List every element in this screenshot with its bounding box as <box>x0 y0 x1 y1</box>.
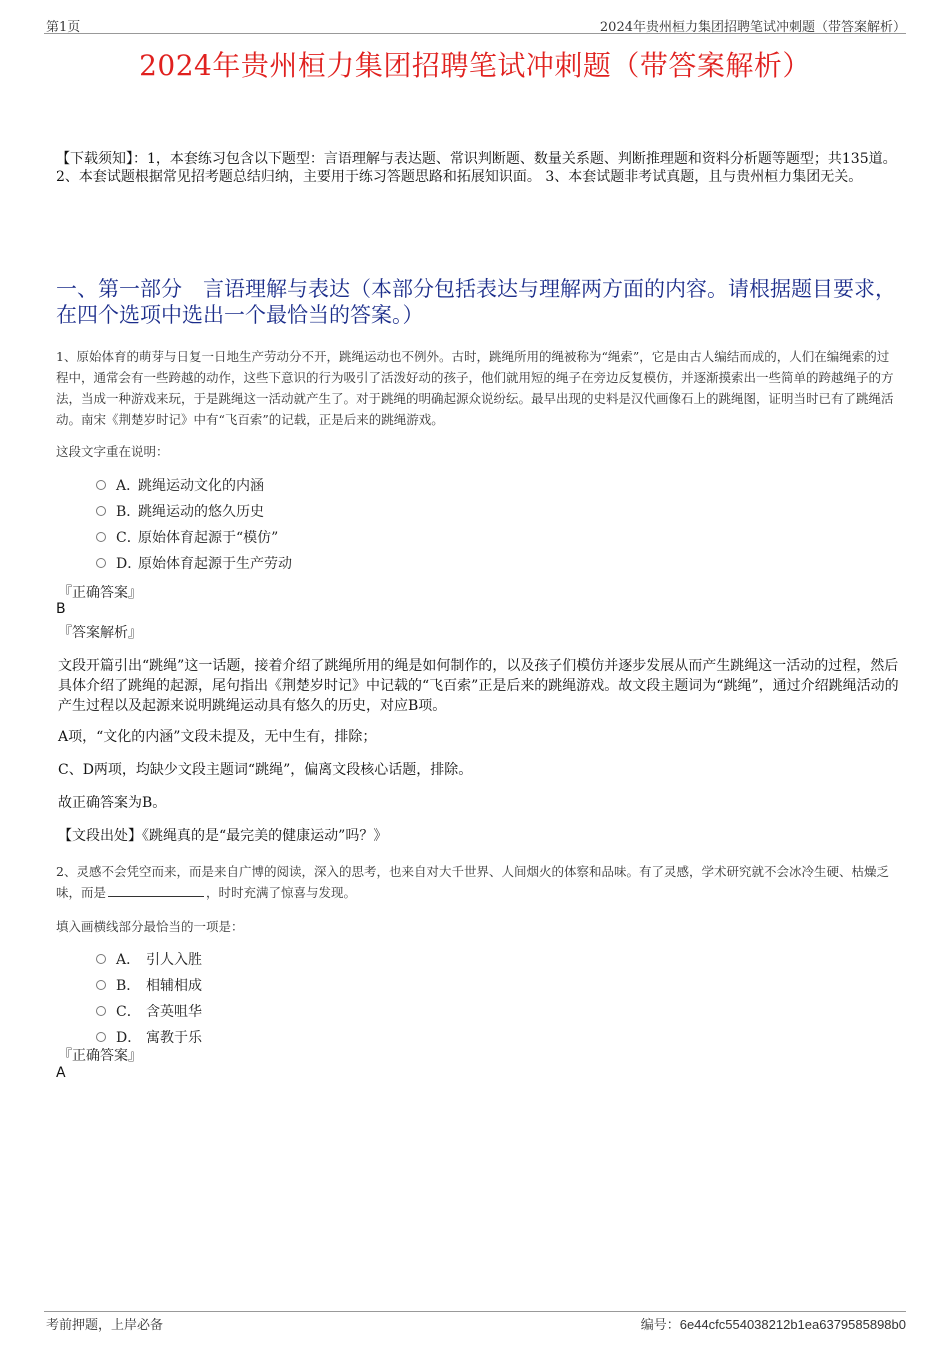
option-letter: B． <box>116 504 141 520</box>
question-1-source: 【文段出处】《跳绳真的是“最完美的健康运动”吗？》 <box>58 828 388 844</box>
question-1-option-a[interactable] <box>96 474 264 498</box>
question-2-text <box>56 861 898 903</box>
question-1-answer: B <box>56 601 66 617</box>
download-notice: 【下载须知】：1，本套练习包含以下题型：言语理解与表达题、常识判断题、数量关系题、判断推理题和资料分析题等题型；共135道。 2、本套试题根据常见招考题总结归纳，主要用于练习答题思路和拓展知识面。 3、本套试题非考试真题，且与贵州桓力集团无关。 <box>56 151 897 185</box>
option-letter: D． <box>116 1030 142 1046</box>
option-text: 跳绳运动的悠久历史 <box>138 504 264 520</box>
section-heading: 一、第一部分 言语理解与表达（本部分包括表达与理解两方面的内容。请根据题目要求，在四个选项中选出一个最恰当的答案。） <box>56 277 896 327</box>
document-title: 2024年贵州桓力集团招聘笔试冲刺题（带答案解析） <box>139 49 811 82</box>
option-text: 寓教于乐 <box>146 1030 202 1046</box>
page-number: 第1页 <box>46 20 81 35</box>
question-2-prompt: 填入画横线部分最恰当的一项是： <box>56 919 244 934</box>
option-letter: A． <box>116 478 141 494</box>
option-letter: C． <box>116 530 141 546</box>
option-letter: A． <box>116 952 141 968</box>
option-text: 含英咀华 <box>146 1004 202 1020</box>
question-2-option-b[interactable] <box>96 974 202 998</box>
option-letter: C． <box>116 1004 141 1020</box>
question-2-answer-label: 『正确答案』 <box>58 1048 142 1064</box>
question-1-answer-label: 『正确答案』 <box>58 585 142 601</box>
question-2-text-after: ，时时充满了惊喜与发现。 <box>206 885 357 900</box>
option-text: 相辅相成 <box>146 978 202 994</box>
question-1-prompt: 这段文字重在说明： <box>56 444 169 459</box>
option-text: 原始体育起源于“模仿” <box>138 530 279 546</box>
footer-divider <box>44 1311 906 1312</box>
question-1-option-b[interactable] <box>96 500 264 524</box>
question-1-text: 1、原始体育的萌芽与日复一日地生产劳动分不开，跳绳运动也不例外。古时，跳绳所用的绳被称为“绳索”，它是由古人编结而成的，人们在编绳索的过程中，通常会有一些跨越的动作，这些下意识的行为吸引了活泼好动的孩子，他们就用短的绳子在旁边反复模仿，并逐渐摸索出一些简单的跨越绳子的方法，当成一种游戏来玩，于是跳绳这一活动就产生了。对于跳绳的明确起源众说纷纭。最早出现的史料是汉代画像石上的跳绳图，证明当时已有了跳绳活动。南宋《荆楚岁时记》中有“飞百索”的记载，正是后来的跳绳游戏。 <box>56 349 894 427</box>
question-1-analysis-label: 『答案解析』 <box>58 625 142 641</box>
question-2-text-before: 2、灵感不会凭空而来，而是来自广博的阅读，深入的思考，也来自对大千世界、人间烟火的体察和品味。有了灵感，学术研究就不会冰冷生硬、枯燥乏味，而是 <box>56 864 889 900</box>
footer-serial <box>641 1314 906 1333</box>
radio-icon[interactable] <box>96 1006 106 1016</box>
radio-icon[interactable] <box>96 532 106 542</box>
option-letter: D． <box>116 556 142 572</box>
question-2-option-a[interactable] <box>96 948 202 972</box>
question-2-option-c[interactable] <box>96 1000 202 1024</box>
radio-icon[interactable] <box>96 558 106 568</box>
option-text: 跳绳运动文化的内涵 <box>138 478 264 494</box>
option-text: 引人入胜 <box>146 952 202 968</box>
question-1-analysis-para: A项，“文化的内涵”文段未提及，无中生有，排除； <box>58 729 377 745</box>
option-text: 原始体育起源于生产劳动 <box>138 556 292 572</box>
running-header-title: 2024年贵州桓力集团招聘笔试冲刺题（带答案解析） <box>599 20 906 35</box>
radio-icon[interactable] <box>96 506 106 516</box>
question-1-analysis-para: C、D两项，均缺少文段主题词“跳绳”，偏离文段核心话题，排除。 <box>58 762 473 778</box>
radio-icon[interactable] <box>96 954 106 964</box>
radio-icon[interactable] <box>96 980 106 990</box>
question-2-answer: A <box>56 1065 66 1081</box>
question-1-analysis-para: 文段开篇引出“跳绳”这一话题，接着介绍了跳绳所用的绳是如何制作的，以及孩子们模仿并逐步发展从而产生跳绳这一活动的过程，然后具体介绍了跳绳的起源，尾句指出《荆楚岁时记》中记载的“飞百索”正是后来的跳绳游戏。故文段主题词为“跳绳”，通过介绍跳绳活动的产生过程以及起源来说明跳绳运动具有悠久的历史，对应B项。 <box>58 658 899 714</box>
serial-number: 6e44cfc554038212b1ea6379585898b0 <box>679 1317 906 1332</box>
fill-in-blank <box>108 884 204 897</box>
radio-icon[interactable] <box>96 480 106 490</box>
header-divider <box>44 33 906 34</box>
serial-label: 编号： <box>640 1318 680 1333</box>
option-letter: B． <box>116 978 141 994</box>
footer-slogan: 考前押题，上岸必备 <box>46 1318 164 1333</box>
question-1-option-c[interactable] <box>96 526 278 550</box>
question-1-option-d[interactable] <box>96 552 292 576</box>
radio-icon[interactable] <box>96 1032 106 1042</box>
question-1-analysis-para: 故正确答案为B。 <box>58 795 167 811</box>
